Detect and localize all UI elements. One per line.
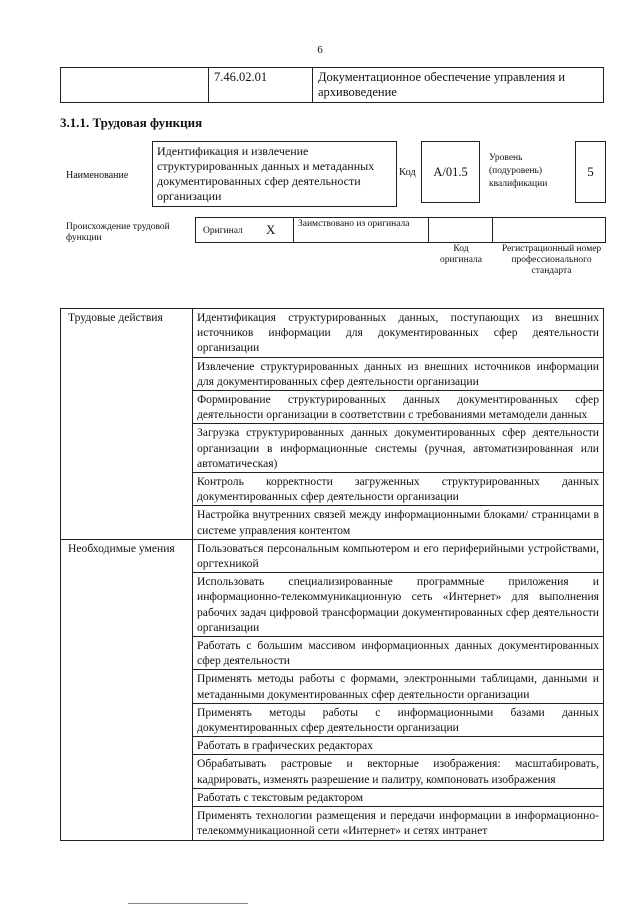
borrowed-label: Заимствовано из оригинала <box>298 219 410 229</box>
category-label: Трудовые действия <box>61 309 193 540</box>
empty-cell <box>61 68 209 103</box>
function-details-table <box>60 308 604 841</box>
origin-divider <box>293 217 294 242</box>
function-name-box: Идентификация и извлечение структурированных данных и метаданных документированных сфер деятельности организации <box>152 141 397 207</box>
table-cell: Работать с текстовым редактором <box>193 788 604 806</box>
origin-label: Происхождение трудовой функции <box>66 222 170 243</box>
level-label: Уровень (подуровень) квалификации <box>489 153 548 189</box>
original-label: Оригинал <box>203 226 243 236</box>
table-cell: Применять методы работы с формами, электронными таблицами, данными и метаданными документированных сфер деятельности организации <box>193 670 604 703</box>
table-cell: Работать с большим массивом информационных данных документированных сфер деятельности <box>193 637 604 670</box>
table-cell: Извлечение структурированных данных из внешних источников информации для документированных сфер деятельности организации <box>193 357 604 390</box>
registration-caption: Регистрационный номер профессионального стандарта <box>501 244 602 276</box>
origin-divider <box>428 217 429 242</box>
level-value-box: 5 <box>575 141 606 203</box>
classifier-row-table <box>60 67 604 103</box>
origin-divider <box>492 217 493 242</box>
section-heading: 3.1.1. Трудовая функция <box>60 115 203 130</box>
code-label: Код <box>399 167 416 178</box>
original-mark: X <box>266 222 276 237</box>
category-label: Необходимые умения <box>61 539 193 840</box>
table-cell: Формирование структурированных данных документированных сфер деятельности организации в соответствии с требованиями метамодели данных <box>193 391 604 424</box>
page-number: 6 <box>317 44 323 56</box>
name-label: Наименование <box>66 170 129 181</box>
table-cell: Использовать специализированные программные приложения и информационно-телекоммуникационную сеть «Интернет» для выполнения рабочих задач цифровой трансформации документированных сфер деятельности организации <box>193 573 604 637</box>
table-cell: Контроль корректности загруженных структурированных данных документированных сфер деятельности организации <box>193 473 604 506</box>
footer-rule <box>128 903 248 904</box>
table-cell: Идентификация структурированных данных, поступающих из внешних источников информации для документированных сфер деятельности организации <box>193 309 604 358</box>
table-cell: Настройка внутренних связей между информационными блоками/ страницами в системе управления контентом <box>193 506 604 539</box>
function-code-box: А/01.5 <box>421 141 480 203</box>
table-cell: Обрабатывать растровые и векторные изображения: масштабировать, кадрировать, изменять разрешение и палитру, компоновать изображения <box>193 755 604 788</box>
table-cell: Применять методы работы с информационными базами данных документированных сфер деятельности организации <box>193 703 604 736</box>
table-cell: Работать в графических редакторах <box>193 737 604 755</box>
table-cell: Применять технологии размещения и передачи информации в информационно-телекоммуникационной сети «Интернет» и сетях интранет <box>193 807 604 840</box>
table-cell: Пользоваться персональным компьютером и его периферийными устройствами, оргтехникой <box>193 539 604 572</box>
table-cell: Загрузка структурированных данных документированных сфер деятельности организации в информационные системы (ручная, автоматизированная или автоматическая) <box>193 424 604 473</box>
classifier-title: Документационное обеспечение управления и архивоведение <box>313 68 604 103</box>
code-original-caption: Код оригинала <box>440 244 482 265</box>
classifier-code: 7.46.02.01 <box>209 68 313 103</box>
